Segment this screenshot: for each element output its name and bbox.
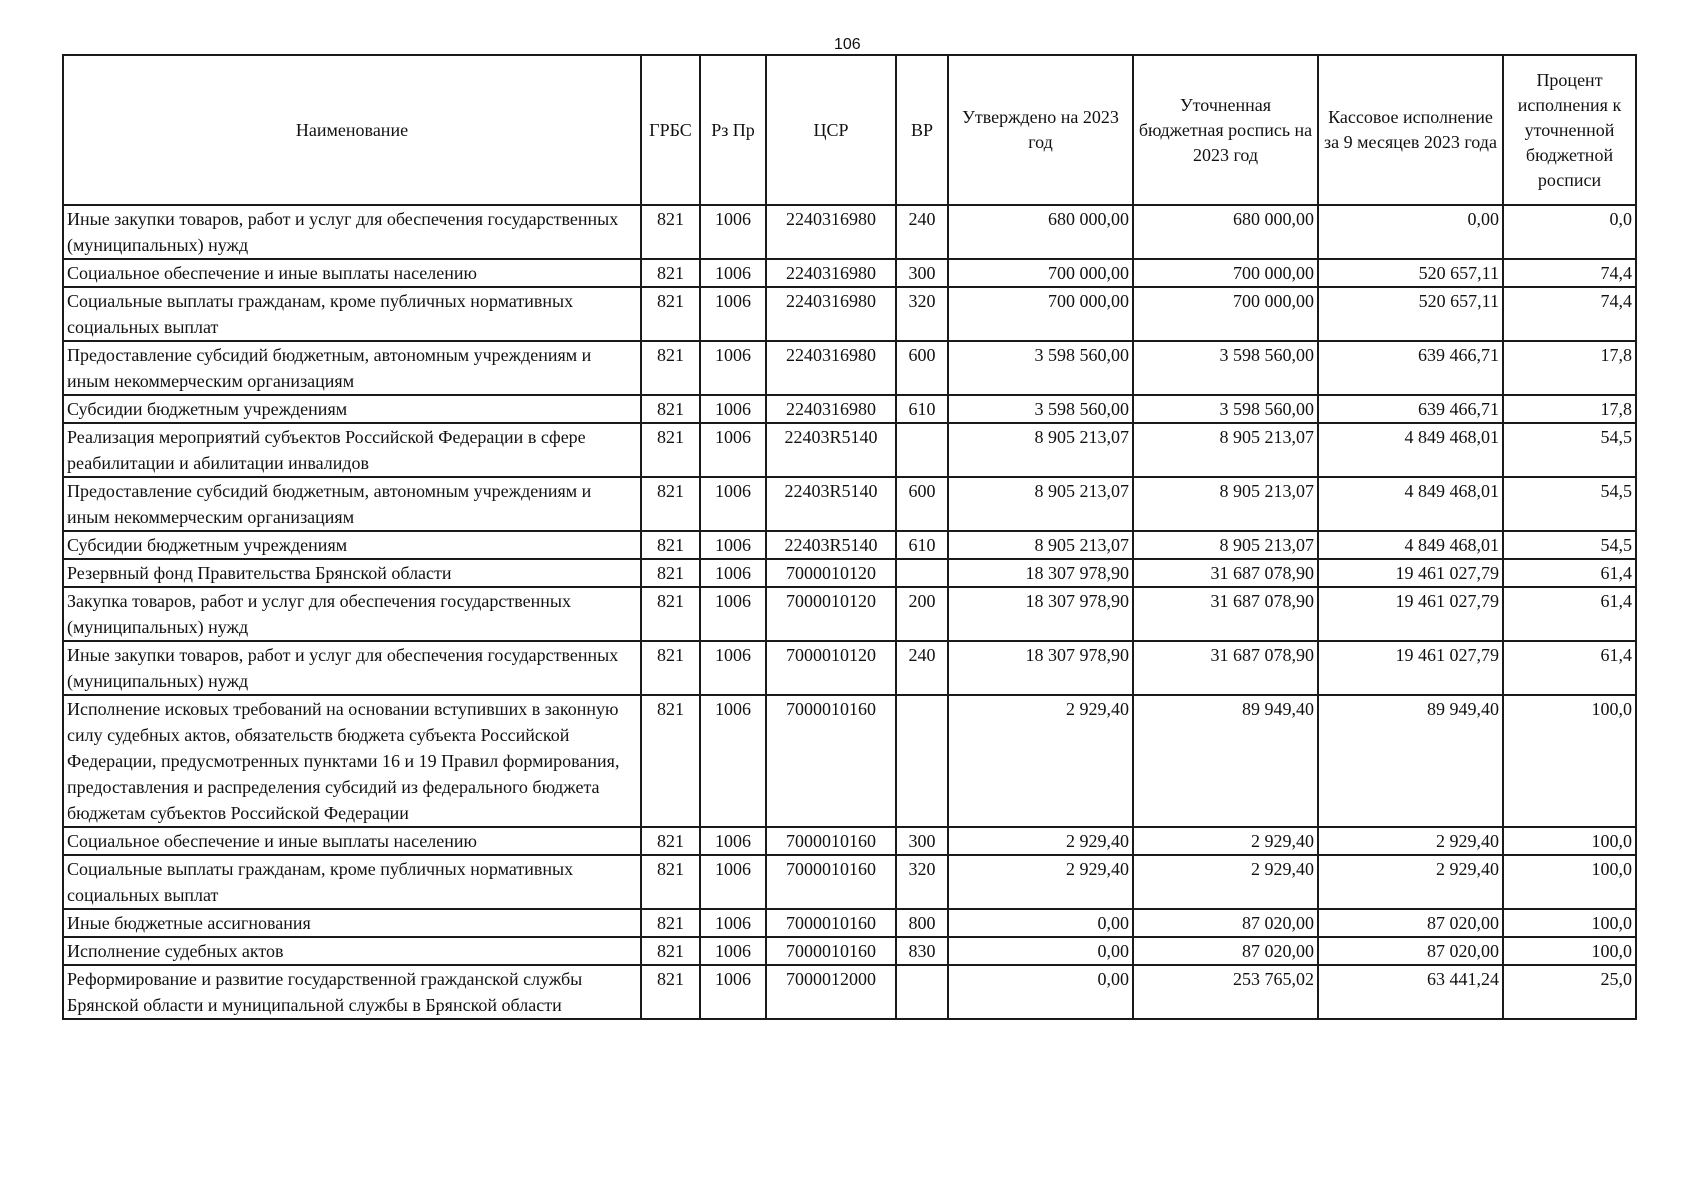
cell-name: Социальные выплаты гражданам, кроме публичных нормативных социальных выплат (63, 855, 641, 909)
cell-csr: 7000010160 (766, 937, 896, 965)
table-row (63, 695, 1636, 827)
cell-name: Иные бюджетные ассигнования (63, 909, 641, 937)
cell-specified: 31 687 078,90 (1133, 587, 1318, 641)
cell-percent: 17,8 (1503, 395, 1636, 423)
cell-name: Предоставление субсидий бюджетным, автономным учреждениям и иным некоммерческим организациям (63, 341, 641, 395)
cell-cash: 2 929,40 (1318, 827, 1503, 855)
table-row (63, 641, 1636, 695)
cell-csr: 7000010160 (766, 827, 896, 855)
cell-grbs: 821 (641, 287, 700, 341)
cell-specified: 700 000,00 (1133, 259, 1318, 287)
cell-name: Субсидии бюджетным учреждениям (63, 531, 641, 559)
cell-name: Социальные выплаты гражданам, кроме публичных нормативных социальных выплат (63, 287, 641, 341)
cell-csr: 2240316980 (766, 341, 896, 395)
cell-grbs: 821 (641, 695, 700, 827)
cell-rzpr: 1006 (700, 341, 766, 395)
table-row (63, 937, 1636, 965)
cell-grbs: 821 (641, 259, 700, 287)
cell-grbs: 821 (641, 559, 700, 587)
table-row (63, 287, 1636, 341)
header-vr: ВР (896, 55, 948, 205)
cell-csr: 2240316980 (766, 259, 896, 287)
cell-approved: 3 598 560,00 (948, 341, 1133, 395)
cell-approved: 18 307 978,90 (948, 587, 1133, 641)
cell-approved: 2 929,40 (948, 855, 1133, 909)
cell-cash: 2 929,40 (1318, 855, 1503, 909)
cell-percent: 17,8 (1503, 341, 1636, 395)
cell-rzpr: 1006 (700, 287, 766, 341)
cell-cash: 19 461 027,79 (1318, 587, 1503, 641)
cell-rzpr: 1006 (700, 477, 766, 531)
cell-csr: 7000010160 (766, 909, 896, 937)
cell-percent: 0,0 (1503, 205, 1636, 259)
cell-percent: 54,5 (1503, 531, 1636, 559)
cell-name: Субсидии бюджетным учреждениям (63, 395, 641, 423)
cell-cash: 4 849 468,01 (1318, 477, 1503, 531)
cell-name: Социальное обеспечение и иные выплаты населению (63, 827, 641, 855)
cell-percent: 54,5 (1503, 423, 1636, 477)
cell-percent: 74,4 (1503, 259, 1636, 287)
cell-grbs: 821 (641, 827, 700, 855)
table-row (63, 587, 1636, 641)
cell-approved: 0,00 (948, 909, 1133, 937)
cell-vr: 600 (896, 341, 948, 395)
cell-percent: 100,0 (1503, 855, 1636, 909)
cell-percent: 61,4 (1503, 641, 1636, 695)
table-row (63, 531, 1636, 559)
cell-cash: 87 020,00 (1318, 909, 1503, 937)
cell-grbs: 821 (641, 909, 700, 937)
cell-rzpr: 1006 (700, 587, 766, 641)
cell-percent: 100,0 (1503, 695, 1636, 827)
cell-approved: 2 929,40 (948, 695, 1133, 827)
table-row (63, 559, 1636, 587)
table-row (63, 855, 1636, 909)
header-cash: Кассовое исполнение за 9 месяцев 2023 года (1318, 55, 1503, 205)
cell-rzpr: 1006 (700, 827, 766, 855)
cell-grbs: 821 (641, 855, 700, 909)
cell-approved: 3 598 560,00 (948, 395, 1133, 423)
budget-execution-table (62, 54, 1637, 1020)
cell-specified: 700 000,00 (1133, 287, 1318, 341)
cell-csr: 22403R5140 (766, 477, 896, 531)
cell-rzpr: 1006 (700, 531, 766, 559)
cell-percent: 100,0 (1503, 909, 1636, 937)
cell-cash: 63 441,24 (1318, 965, 1503, 1019)
cell-cash: 87 020,00 (1318, 937, 1503, 965)
cell-vr (896, 559, 948, 587)
table-header-row (63, 55, 1636, 205)
table-row (63, 423, 1636, 477)
cell-cash: 89 949,40 (1318, 695, 1503, 827)
cell-rzpr: 1006 (700, 641, 766, 695)
cell-approved: 2 929,40 (948, 827, 1133, 855)
cell-rzpr: 1006 (700, 395, 766, 423)
cell-grbs: 821 (641, 477, 700, 531)
cell-csr: 2240316980 (766, 395, 896, 423)
cell-approved: 18 307 978,90 (948, 559, 1133, 587)
cell-grbs: 821 (641, 937, 700, 965)
cell-cash: 520 657,11 (1318, 259, 1503, 287)
cell-csr: 2240316980 (766, 287, 896, 341)
cell-rzpr: 1006 (700, 909, 766, 937)
cell-name: Исполнение судебных актов (63, 937, 641, 965)
cell-specified: 31 687 078,90 (1133, 559, 1318, 587)
table-row (63, 395, 1636, 423)
cell-rzpr: 1006 (700, 559, 766, 587)
cell-percent: 100,0 (1503, 827, 1636, 855)
cell-name: Предоставление субсидий бюджетным, автономным учреждениям и иным некоммерческим организациям (63, 477, 641, 531)
cell-cash: 639 466,71 (1318, 341, 1503, 395)
table-row (63, 827, 1636, 855)
table-row (63, 909, 1636, 937)
cell-name: Резервный фонд Правительства Брянской области (63, 559, 641, 587)
cell-grbs: 821 (641, 531, 700, 559)
cell-approved: 8 905 213,07 (948, 477, 1133, 531)
header-csr: ЦСР (766, 55, 896, 205)
cell-vr: 200 (896, 587, 948, 641)
page-number: 106 (834, 36, 861, 53)
table-row (63, 341, 1636, 395)
cell-name: Иные закупки товаров, работ и услуг для обеспечения государственных (муниципальных) нужд (63, 205, 641, 259)
table-row (63, 259, 1636, 287)
cell-specified: 253 765,02 (1133, 965, 1318, 1019)
header-percent: Процент исполнения к уточненной бюджетной росписи (1503, 55, 1636, 205)
cell-csr: 2240316980 (766, 205, 896, 259)
cell-csr: 7000010160 (766, 855, 896, 909)
cell-cash: 4 849 468,01 (1318, 531, 1503, 559)
cell-vr (896, 695, 948, 827)
header-rzpr: Рз Пр (700, 55, 766, 205)
cell-vr: 320 (896, 855, 948, 909)
cell-specified: 3 598 560,00 (1133, 395, 1318, 423)
cell-rzpr: 1006 (700, 205, 766, 259)
cell-name: Реализация мероприятий субъектов Российской Федерации в сфере реабилитации и абилитации инвалидов (63, 423, 641, 477)
cell-cash: 19 461 027,79 (1318, 559, 1503, 587)
header-specified: Уточненная бюджетная роспись на 2023 год (1133, 55, 1318, 205)
cell-rzpr: 1006 (700, 965, 766, 1019)
cell-specified: 8 905 213,07 (1133, 477, 1318, 531)
cell-specified: 680 000,00 (1133, 205, 1318, 259)
cell-approved: 0,00 (948, 937, 1133, 965)
cell-specified: 8 905 213,07 (1133, 531, 1318, 559)
cell-grbs: 821 (641, 205, 700, 259)
cell-vr: 800 (896, 909, 948, 937)
cell-cash: 520 657,11 (1318, 287, 1503, 341)
cell-rzpr: 1006 (700, 937, 766, 965)
cell-vr: 610 (896, 395, 948, 423)
cell-percent: 25,0 (1503, 965, 1636, 1019)
cell-cash: 0,00 (1318, 205, 1503, 259)
cell-name: Исполнение исковых требований на основании вступивших в законную силу судебных актов, обязательств бюджета субъекта Российской Федерации, предусмотренных пунктами 16 и 19 Правил формирования, предоставления и распределения субсидий из федерального бюджета бюджетам субъектов Российской Федерации (63, 695, 641, 827)
cell-vr: 240 (896, 205, 948, 259)
cell-vr: 830 (896, 937, 948, 965)
cell-vr: 240 (896, 641, 948, 695)
cell-name: Иные закупки товаров, работ и услуг для обеспечения государственных (муниципальных) нужд (63, 641, 641, 695)
cell-specified: 2 929,40 (1133, 827, 1318, 855)
cell-specified: 89 949,40 (1133, 695, 1318, 827)
cell-grbs: 821 (641, 395, 700, 423)
cell-specified: 31 687 078,90 (1133, 641, 1318, 695)
cell-specified: 8 905 213,07 (1133, 423, 1318, 477)
cell-percent: 100,0 (1503, 937, 1636, 965)
cell-approved: 8 905 213,07 (948, 423, 1133, 477)
cell-cash: 639 466,71 (1318, 395, 1503, 423)
header-grbs: ГРБС (641, 55, 700, 205)
cell-rzpr: 1006 (700, 423, 766, 477)
cell-grbs: 821 (641, 423, 700, 477)
cell-name: Социальное обеспечение и иные выплаты населению (63, 259, 641, 287)
cell-vr (896, 965, 948, 1019)
cell-percent: 74,4 (1503, 287, 1636, 341)
cell-specified: 3 598 560,00 (1133, 341, 1318, 395)
cell-specified: 87 020,00 (1133, 937, 1318, 965)
cell-csr: 7000010120 (766, 559, 896, 587)
header-name: Наименование (63, 55, 641, 205)
table-row (63, 205, 1636, 259)
cell-percent: 61,4 (1503, 587, 1636, 641)
cell-name: Реформирование и развитие государственной гражданской службы Брянской области и муниципальной службы в Брянской области (63, 965, 641, 1019)
cell-grbs: 821 (641, 641, 700, 695)
cell-vr: 610 (896, 531, 948, 559)
cell-percent: 54,5 (1503, 477, 1636, 531)
cell-grbs: 821 (641, 341, 700, 395)
cell-csr: 7000012000 (766, 965, 896, 1019)
cell-approved: 700 000,00 (948, 287, 1133, 341)
cell-approved: 0,00 (948, 965, 1133, 1019)
cell-rzpr: 1006 (700, 259, 766, 287)
cell-csr: 22403R5140 (766, 423, 896, 477)
cell-percent: 61,4 (1503, 559, 1636, 587)
cell-approved: 680 000,00 (948, 205, 1133, 259)
cell-specified: 2 929,40 (1133, 855, 1318, 909)
cell-vr: 320 (896, 287, 948, 341)
table-row (63, 965, 1636, 1019)
cell-rzpr: 1006 (700, 855, 766, 909)
cell-name: Закупка товаров, работ и услуг для обеспечения государственных (муниципальных) нужд (63, 587, 641, 641)
cell-csr: 22403R5140 (766, 531, 896, 559)
cell-csr: 7000010120 (766, 587, 896, 641)
cell-vr: 600 (896, 477, 948, 531)
cell-vr: 300 (896, 827, 948, 855)
cell-approved: 700 000,00 (948, 259, 1133, 287)
cell-cash: 4 849 468,01 (1318, 423, 1503, 477)
cell-rzpr: 1006 (700, 695, 766, 827)
cell-grbs: 821 (641, 965, 700, 1019)
cell-vr (896, 423, 948, 477)
cell-specified: 87 020,00 (1133, 909, 1318, 937)
table-row (63, 477, 1636, 531)
header-approved: Утверждено на 2023 год (948, 55, 1133, 205)
cell-grbs: 821 (641, 587, 700, 641)
cell-approved: 8 905 213,07 (948, 531, 1133, 559)
cell-approved: 18 307 978,90 (948, 641, 1133, 695)
cell-cash: 19 461 027,79 (1318, 641, 1503, 695)
cell-csr: 7000010120 (766, 641, 896, 695)
cell-csr: 7000010160 (766, 695, 896, 827)
cell-vr: 300 (896, 259, 948, 287)
